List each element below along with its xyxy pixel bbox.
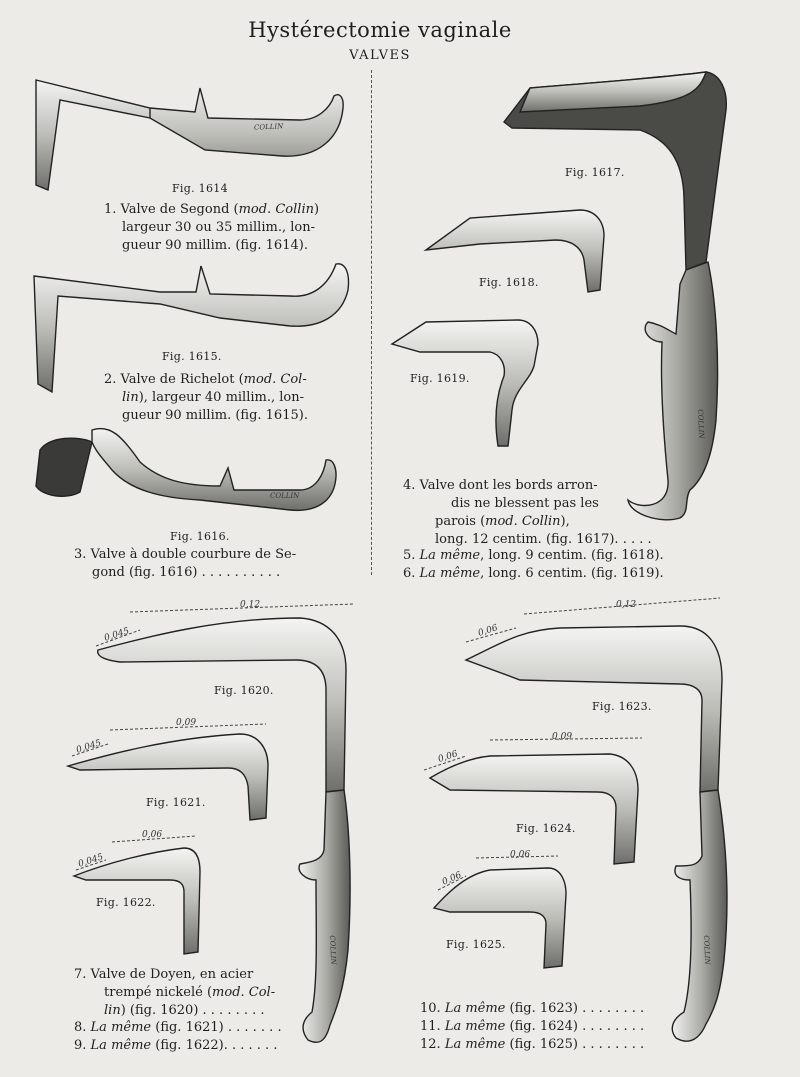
figure-label-1624: Fig. 1624. [516,822,576,835]
figure-label-1622: Fig. 1622. [96,896,156,909]
page-title: Hystérectomie vaginale [248,18,512,42]
dimension-label-1622-length: 0,06 [142,830,163,840]
engraving-1620: COLLIN [328,935,338,965]
caption-9: 9. La même (fig. 1622). . . . . . . [74,1038,278,1053]
dimension-label-1620-length: 0,12 [240,600,261,610]
dimension-label-1625-width: 0,06 [440,870,464,888]
caption-3: 3. Valve à double courbure de Se- gond (fig. 1616) . . . . . . . . . . [74,547,297,580]
caption-4: 4. Valve dont les bords arron- dis ne blessent pas les parois (mod. Collin), long. 12 centim. (fig. 1617). . . . . [403,478,652,547]
valve-1623-illustration [466,626,727,1041]
engraving-1623: COLLIN [702,935,712,965]
dimension-label-1625-length: 0,06 [510,850,531,860]
figure-label-1625: Fig. 1625. [446,938,506,951]
engraving-1617: COLLIN [696,409,706,439]
caption-2: 2. Valve de Richelot (mod. Col- lin), largeur 40 millim., lon- gueur 90 millim. (fig. 1615). [104,372,308,423]
caption-5: 5. La même, long. 9 centim. (fig. 1618). [403,548,664,563]
figure-label-1621: Fig. 1621. [146,796,206,809]
caption-11: 11. La même (fig. 1624) . . . . . . . . [420,1019,645,1034]
figure-label-1620: Fig. 1620. [214,684,274,697]
figure-label-1616: Fig. 1616. [170,530,230,543]
dimension-label-1621-length: 0,09 [176,718,197,728]
figure-label-1623: Fig. 1623. [592,700,652,713]
dimension-label-1624-width: 0,06 [436,749,460,765]
caption-10: 10. La même (fig. 1623) . . . . . . . . [420,1001,645,1016]
caption-6: 6. La même, long. 6 centim. (fig. 1619). [403,566,664,581]
figure-label-1614: Fig. 1614 [172,182,228,195]
figure-label-1618: Fig. 1618. [479,276,539,289]
dimension-label-1623-width: 0,06 [476,623,500,639]
caption-8: 8. La même (fig. 1621) . . . . . . . [74,1020,282,1035]
dimension-label-1623-length: 0,12 [616,600,637,610]
engraving-1614: COLLIN [253,122,284,132]
figure-label-1617: Fig. 1617. [565,166,625,179]
engraving-1616: COLLIN [270,492,300,500]
valve-1624-illustration [430,754,638,864]
dimension-label-1624-length: 0,09 [552,732,573,742]
caption-12: 12. La même (fig. 1625) . . . . . . . . [420,1037,645,1052]
figure-label-1615: Fig. 1615. [162,350,222,363]
valve-1614-illustration [36,80,343,190]
caption-1: 1. Valve de Segond (mod. Collin) largeur 30 ou 35 millim., lon- gueur 90 millim. (fig. 1614). [104,202,320,253]
dimension-label-1620-width: 0,045 [103,626,131,644]
page-subtitle: VALVES [349,48,411,63]
valve-1617-illustration [504,72,726,520]
figure-label-1619: Fig. 1619. [410,372,470,385]
dimension-label-1622-width: 0,045 [77,852,105,870]
caption-7: 7. Valve de Doyen, en acier trempé nickelé (mod. Col- lin) (fig. 1620) . . . . . . . . [74,967,276,1018]
dimension-label-1621-width: 0,045 [75,738,103,756]
